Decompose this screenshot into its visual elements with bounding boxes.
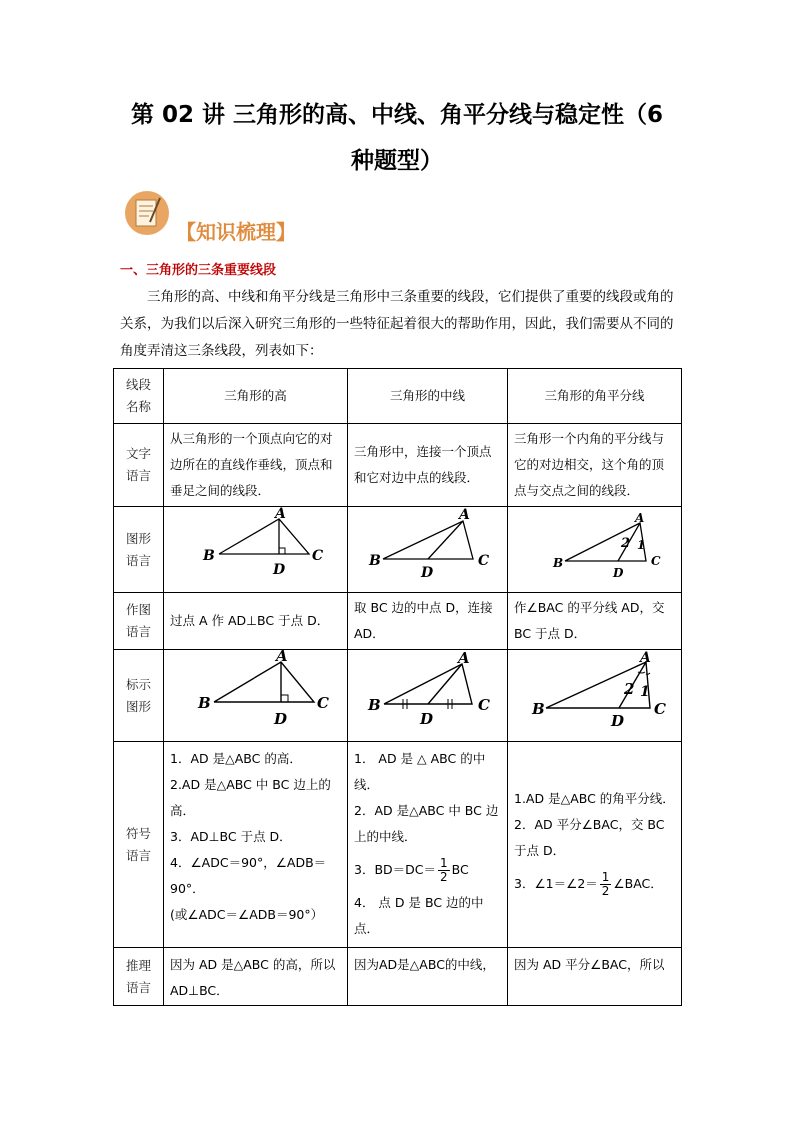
svg-text:D: D xyxy=(610,712,624,730)
svg-text:B: B xyxy=(197,694,211,712)
svg-text:C: C xyxy=(653,700,666,718)
header-median: 三角形的中线 xyxy=(348,369,508,424)
text-altitude: 从三角形的一个顶点向它的对边所在的直线作垂线，顶点和垂足之间的线段． xyxy=(164,424,348,507)
svg-text:D: D xyxy=(273,710,287,728)
table-row xyxy=(114,593,682,650)
reason-altitude: 因为 AD 是△ABC 的高，所以 AD⊥BC． xyxy=(164,948,348,1006)
svg-text:A: A xyxy=(639,650,651,666)
subheading: 一、三角形的三条重要线段 xyxy=(120,263,277,278)
svg-text:D: D xyxy=(420,565,433,581)
svg-text:C: C xyxy=(311,548,323,564)
svg-text:D: D xyxy=(419,710,433,728)
symbol-altitude: 1．AD 是△ABC 的高． 2.AD 是△ABC 中 BC 边上的高． 3．AD⊥BC 于点 D． 4．∠ADC＝90°，∠ADB＝90°． (或∠ADC＝∠ADB＝90°） xyxy=(164,742,348,948)
marked-figure-altitude xyxy=(164,647,348,742)
svg-text:2: 2 xyxy=(623,680,634,698)
page-title xyxy=(100,92,694,184)
symbol-median: 1． AD 是 △ ABC 的中线． 2．AD 是△ABC 中 BC 边上的中线． 3．BD＝DC＝ $\frac{1}{2}$ BC 4． 点 D 是 BC 边的中点． xyxy=(348,742,508,948)
marked-figure-median xyxy=(348,650,508,742)
figure-median xyxy=(348,507,508,593)
svg-text:C: C xyxy=(477,553,489,569)
text-bisector: 三角形一个内角的平分线与它的对边相交，这个角的顶点与交点之间的线段． xyxy=(508,424,682,507)
svg-text:A: A xyxy=(457,649,470,667)
knowledge-table xyxy=(113,368,682,1006)
marked-figure-bisector xyxy=(508,650,682,742)
figure-altitude xyxy=(164,507,348,593)
svg-text:1: 1 xyxy=(639,684,650,700)
table-row xyxy=(114,507,682,593)
svg-text:D: D xyxy=(612,566,623,580)
title-line-1: 第 02 讲 三角形的高、中线、角平分线与稳定性（6 xyxy=(130,102,664,128)
figure-bisector xyxy=(508,507,682,593)
section-tag: 【知识梳理】 xyxy=(176,220,296,244)
title-line-2: 种题型） xyxy=(351,148,443,174)
svg-text:2: 2 xyxy=(620,536,630,551)
row-label: 符号 语言 xyxy=(114,742,164,948)
row-label: 文字 语言 xyxy=(114,424,164,507)
row-label: 图形 语言 xyxy=(114,507,164,593)
draw-bisector: 作∠BAC 的平分线 AD，交 BC 于点 D． xyxy=(508,593,682,650)
svg-text:1: 1 xyxy=(636,538,645,552)
reason-bisector: 因为 AD 平分∠BAC，所以 xyxy=(508,948,682,1006)
svg-text:A: A xyxy=(275,647,288,665)
reason-median: 因为AD是△ABC的中线， xyxy=(348,948,508,1006)
table-row xyxy=(114,650,682,742)
svg-text:A: A xyxy=(458,507,470,523)
header-altitude: 三角形的高 xyxy=(164,369,348,424)
text-median: 三角形中，连接一个顶点和它对边中点的线段． xyxy=(348,424,508,507)
draw-altitude: 过点 A 作 AD⊥BC 于点 D． xyxy=(164,593,348,650)
intro-paragraph: 三角形的高、中线和角平分线是三角形中三条重要的线段，它们提供了重要的线段或角的关系，为我们以后深入研究三角形的一些特征起着很大的帮助作用，因此，我们需要从不同的角度弄清这三条线段，列表如下： xyxy=(120,289,674,359)
row-label: 作图 语言 xyxy=(114,593,164,650)
table-row xyxy=(114,424,682,507)
svg-text:B: B xyxy=(531,700,545,718)
svg-text:B: B xyxy=(368,553,381,569)
svg-text:B: B xyxy=(367,696,381,714)
svg-text:B: B xyxy=(202,548,215,564)
row-label: 标示 图形 xyxy=(114,650,164,742)
row-label: 线段 名称 xyxy=(114,369,164,424)
svg-text:D: D xyxy=(272,562,285,578)
table-row xyxy=(114,948,682,1006)
svg-text:C: C xyxy=(477,696,490,714)
symbol-bisector: 1.AD 是△ABC 的角平分线． 2．AD 平分∠BAC，交 BC 于点 D． 3．∠1＝∠2＝ $\frac{1}{2}$ ∠BAC． xyxy=(508,742,682,948)
table-row xyxy=(114,369,682,424)
notebook-pencil-icon xyxy=(124,190,170,236)
svg-text:B: B xyxy=(552,556,563,570)
svg-text:C: C xyxy=(316,694,329,712)
svg-text:A: A xyxy=(274,506,286,522)
table-row xyxy=(114,742,682,948)
svg-text:A: A xyxy=(634,511,644,525)
header-bisector: 三角形的角平分线 xyxy=(508,369,682,424)
draw-median: 取 BC 边的中点 D，连接 AD． xyxy=(348,593,508,650)
row-label: 推理 语言 xyxy=(114,948,164,1006)
svg-text:C: C xyxy=(650,554,661,568)
